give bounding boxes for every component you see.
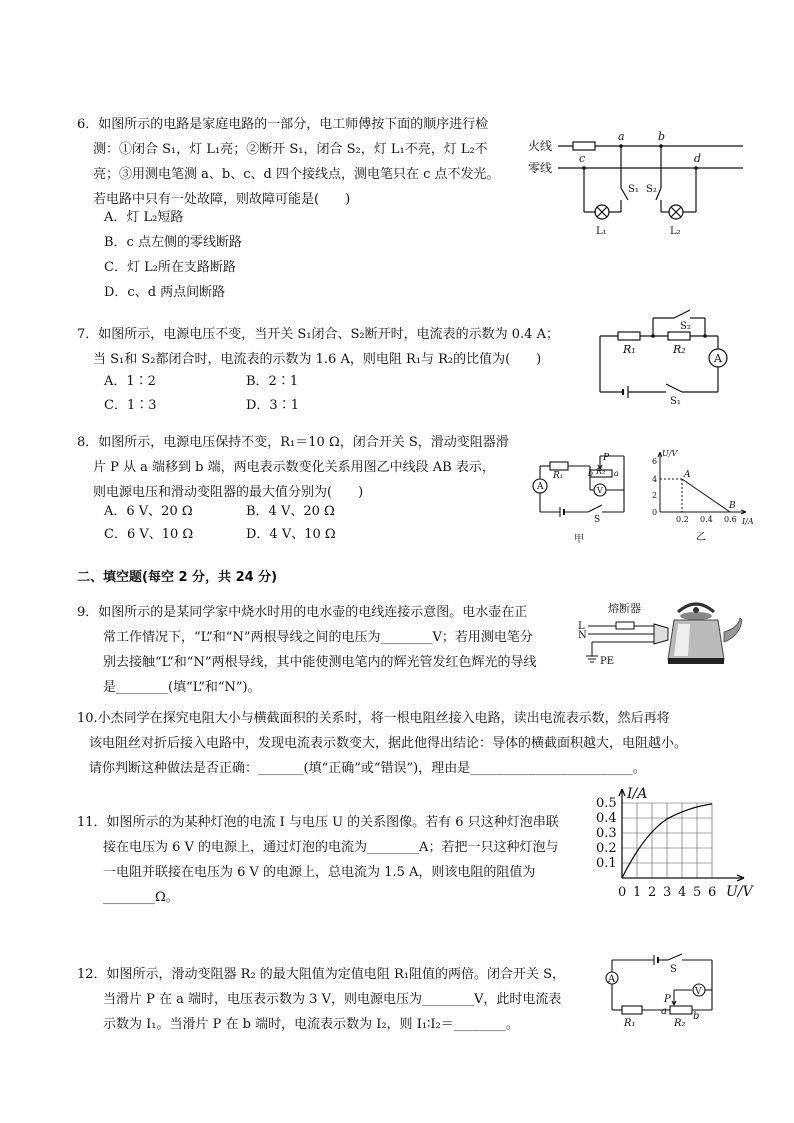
- q6-option-c[interactable]: C．灯 L₂所在支路断路: [104, 260, 236, 275]
- q7-switch-s2-label: S₂: [680, 321, 691, 332]
- q7-circuit-figure: [598, 306, 738, 406]
- q12-r1-label: R₁: [624, 1018, 636, 1029]
- q8-yi-xlabel: I/A: [742, 517, 754, 526]
- q6-option-b[interactable]: B．c 点左侧的零线断路: [104, 235, 242, 250]
- q11-ytick: 0.4: [596, 811, 617, 826]
- q8-jia-ammeter-label: A: [537, 482, 544, 492]
- q8-yi-ytick: 4: [652, 475, 658, 484]
- q6-stem: [77, 112, 500, 212]
- q8-jia-caption: 甲: [574, 534, 584, 545]
- q6-line: 6．如图所示的电路是家庭电路的一部分，电工师傅按下面的顺序进行检: [77, 117, 489, 132]
- q8-jia-voltmeter-label: V: [597, 486, 603, 495]
- q12-p-label: P: [664, 994, 671, 1005]
- q7-ammeter-label: A: [714, 352, 722, 365]
- q11-stem: [77, 810, 559, 910]
- q8-yi-xtick: 0.4: [700, 515, 713, 524]
- q6-point-d: d: [694, 152, 702, 165]
- q6-point-c: c: [579, 152, 586, 165]
- q9-pe-wire-label: PE: [600, 656, 615, 667]
- q11-xtick: 3: [663, 885, 672, 900]
- q8-jia-r2-label: R₂: [596, 467, 606, 476]
- q8-jia-r1-label: R₁: [553, 471, 564, 481]
- q7-resistor-r1-label: R₁: [623, 343, 636, 356]
- q8-yi-xtick: 0.6: [724, 515, 737, 524]
- q9-line: 9．如图所示的是某同学家中烧水时用的电水壶的电线连接示意图。电水壶在正: [77, 605, 528, 620]
- q8-stem: [77, 430, 509, 505]
- q11-ytick: 0.2: [596, 841, 617, 856]
- q7-option-c[interactable]: C．1∶3: [104, 398, 157, 413]
- q12-line: 当滑片 P 在 a 端时，电压表示数为 3 V，则电源电压为________V，此时电流表: [103, 992, 562, 1007]
- q12-circuit-figure: [602, 952, 722, 1032]
- q8-line: 则电源电压和滑动变阻器的最大值分别为( ): [93, 485, 364, 500]
- q6-option-a[interactable]: A．灯 L₂短路: [104, 210, 184, 225]
- kettle-icon: [668, 604, 742, 664]
- q11-xtick: 2: [648, 885, 657, 900]
- q12-voltmeter-label: V: [695, 987, 702, 997]
- q6-switch-s1-label: S₁: [628, 184, 639, 195]
- q8-circuit-jia: [528, 452, 628, 547]
- q8-yi-point-b: B: [729, 501, 736, 511]
- q6-point-b: b: [658, 130, 666, 143]
- q11-xtick: 5: [693, 885, 702, 900]
- q9-n-wire-label: N: [578, 630, 587, 641]
- q9-line: 是________(填“L”和“N”)。: [103, 680, 261, 695]
- q8-yi-caption: 乙: [696, 532, 706, 543]
- q9-l-wire-label: L: [578, 621, 585, 632]
- q8-jia-switch-label: S: [594, 515, 601, 525]
- q11-line: ________Ω。: [103, 890, 179, 905]
- q6-circuit-figure: [528, 130, 758, 240]
- q8-yi-ytick: 0: [652, 508, 658, 517]
- q6-lamp-l2-label: L₂: [670, 226, 681, 237]
- q7-switch-s1-label: S₁: [670, 396, 681, 407]
- q6-neutral-wire-label: 零线: [528, 161, 553, 175]
- q7-option-b[interactable]: B．2∶1: [246, 374, 299, 389]
- section-2-title: 二、填空题(每空 2 分，共 24 分): [77, 570, 278, 585]
- q11-line: 11．如图所示的为某种灯泡的电流 I 与电压 U 的关系图像。若有 6 只这种灯泡串联: [77, 815, 559, 830]
- q7-stem: [77, 322, 559, 372]
- q9-line: 常工作情况下，“L”和“N”两根导线之间的电压为________V；若用测电笔分: [103, 630, 533, 645]
- q7-line: 7．如图所示，电源电压不变，当开关 S₁闭合、S₂断开时，电流表的示数为 0.4 A；: [77, 327, 559, 342]
- q10-line: 请你判断这种做法是否正确：_______(填“正确”或“错误”)，理由是_________________________。: [89, 761, 646, 776]
- q11-ytick: 0.1: [596, 856, 617, 871]
- q11-xtick: 4: [678, 885, 687, 900]
- q7-line: 当 S₁和 S₂都闭合时，电流表的示数为 1.6 A，则电阻 R₁与 R₂的比值为( ): [93, 352, 542, 367]
- q11-xtick: 1: [633, 885, 642, 900]
- q12-r2-label: R₂: [674, 1018, 686, 1029]
- q12-stem: [77, 962, 565, 1037]
- q9-line: 别去接触“L”和“N”两根导线，其中能使测电笔内的辉光管发红色辉光的导线: [103, 655, 537, 670]
- q6-option-d[interactable]: D．c、d 两点间断路: [104, 285, 226, 300]
- q6-point-a: a: [618, 130, 625, 143]
- q10-stem: [77, 706, 687, 781]
- q8-option-d[interactable]: D．4 V、10 Ω: [246, 527, 336, 542]
- q11-line: 一电阻并联接在电压为 6 V 的电源上，总电流为 1.5 A，则该电阻的阻值为: [103, 865, 536, 880]
- q11-line: 接在电压为 6 V 的电源上，通过灯泡的电流为________A；若把一只这种灯泡与: [103, 840, 559, 855]
- q11-ytick: 0.5: [596, 796, 617, 811]
- q12-b-label: b: [693, 1011, 700, 1022]
- q12-switch-label: S: [670, 964, 677, 975]
- q7-resistor-r2-label: R₂: [673, 343, 686, 356]
- q8-option-a[interactable]: A．6 V、20 Ω: [104, 504, 193, 519]
- q9-kettle-figure: [578, 598, 748, 678]
- q8-yi-point-a: A: [684, 470, 691, 480]
- q11-ytick: 0.3: [596, 826, 617, 841]
- q6-live-wire-label: 火线: [528, 139, 553, 153]
- q8-yi-ytick: 2: [652, 491, 658, 500]
- q8-jia-b-label: b: [588, 469, 594, 478]
- q12-a-label: a: [661, 1006, 667, 1017]
- q9-fuse-label: 熔断器: [608, 602, 641, 615]
- q12-line: 12．如图所示，滑动变阻器 R₂ 的最大阻值为定值电阻 R₁阻值的两倍。闭合开关 S，: [77, 967, 565, 982]
- q10-line: 10.小杰同学在探究电阻大小与横截面积的关系时，将一根电阻丝接入电路，读出电流表示数，然后再将: [77, 711, 670, 726]
- q8-graph-yi: [650, 448, 760, 548]
- q6-line: 若电路中只有一处故障，则故障可能是( ): [93, 192, 351, 207]
- q11-xtick: 0: [618, 885, 627, 900]
- q12-ammeter-label: A: [608, 974, 616, 985]
- q11-ylabel: I/A: [627, 786, 648, 802]
- q8-yi-ytick: 6: [652, 457, 658, 466]
- q7-option-a[interactable]: A．1∶2: [104, 374, 156, 389]
- q8-line: 片 P 从 a 端移到 b 端，两电表示数变化关系用图乙中线段 AB 表示，: [93, 460, 495, 475]
- q8-option-c[interactable]: C．6 V、10 Ω: [104, 527, 194, 542]
- q6-switch-s2-label: S₂: [646, 184, 657, 195]
- q8-jia-a-label: a: [614, 469, 619, 478]
- q11-iu-graph: [594, 786, 759, 906]
- q8-line: 8．如图所示，电源电压保持不变，R₁＝10 Ω，闭合开关 S，滑动变阻器滑: [77, 435, 509, 450]
- q8-yi-xtick: 0.2: [676, 515, 689, 524]
- q6-lamp-l1-label: L₁: [596, 226, 607, 237]
- q9-stem: [77, 600, 536, 700]
- q11-xtick: 6: [708, 885, 717, 900]
- q8-jia-p-label: P: [603, 453, 610, 463]
- q10-line: 该电阻丝对折后接入电路中，发现电流表示数变大，据此他得出结论：导体的横截面积越大，电阻越小。: [89, 736, 688, 751]
- q8-option-b[interactable]: B．4 V、20 Ω: [246, 504, 335, 519]
- q8-yi-ylabel: U/V: [662, 449, 678, 458]
- q11-xlabel: U/V: [726, 884, 753, 900]
- q6-line: 测：①闭合 S₁，灯 L₁亮；②断开 S₁，闭合 S₂，灯 L₁不亮，灯 L₂不: [93, 142, 488, 157]
- q7-option-d[interactable]: D．3∶1: [246, 398, 299, 413]
- q12-line: 示数为 I₁。当滑片 P 在 b 端时，电流表示数为 I₂，则 I₁∶I₂＝________。: [103, 1017, 519, 1032]
- q6-line: 亮；③用测电笔测 a、b、c、d 四个接线点，测电笔只在 c 点不发光。: [93, 167, 500, 182]
